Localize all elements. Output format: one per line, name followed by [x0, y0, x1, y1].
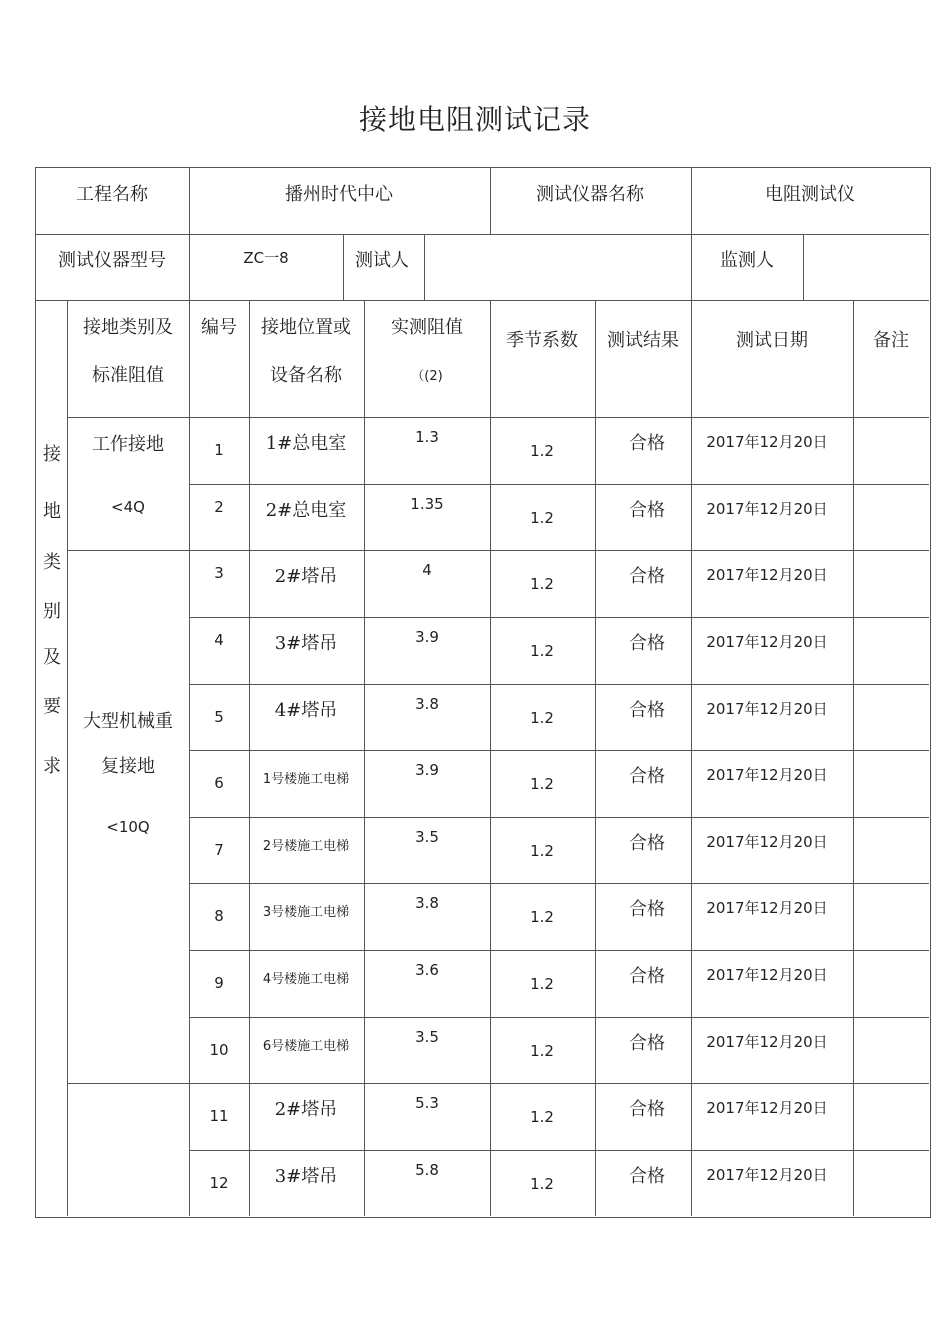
- instrument-name-value: 电阻测试仪: [765, 184, 855, 205]
- col-line: [343, 234, 344, 300]
- row-season: 1.2: [530, 975, 554, 993]
- col-line: [691, 300, 692, 1216]
- row-season: 1.2: [530, 709, 554, 727]
- col-measured-unit: （(2): [411, 369, 443, 384]
- page-title: 接地电阻测试记录: [358, 103, 591, 136]
- instrument-model-value: ZC一8: [243, 249, 289, 267]
- row-measured: 3.9: [415, 628, 439, 646]
- row-line: [35, 300, 929, 301]
- row-season: 1.2: [530, 575, 554, 593]
- col-line: [691, 167, 692, 234]
- row-date: 2017年12月20日: [706, 1166, 828, 1184]
- group-1-line1: 工作接地: [92, 434, 164, 455]
- col-line: [189, 167, 190, 234]
- row-date: 2017年12月20日: [706, 899, 828, 917]
- group-2-line1: 大型机械重: [83, 711, 173, 732]
- side-label-char: 类: [43, 552, 61, 573]
- row-location: 3#塔吊: [274, 1166, 338, 1187]
- row-measured: 1.3: [415, 428, 439, 446]
- col-line: [490, 167, 491, 234]
- row-date: 2017年12月20日: [706, 433, 828, 451]
- row-result: 合格: [629, 766, 665, 787]
- row-measured: 3.6: [415, 961, 439, 979]
- monitor-label: 监测人: [720, 250, 774, 271]
- col-location: 接地位置或: [261, 317, 351, 338]
- row-season: 1.2: [530, 442, 554, 460]
- side-label-char: 地: [43, 501, 61, 522]
- group-2-line3: <10Q: [106, 818, 150, 836]
- project-label: 工程名称: [76, 184, 148, 205]
- row-measured: 5.3: [415, 1094, 439, 1112]
- row-location: 4号楼施工电梯: [262, 972, 350, 987]
- col-line: [595, 300, 596, 1216]
- row-line: [67, 417, 189, 418]
- col-category-2: 标准阻值: [92, 365, 164, 386]
- row-line: [189, 684, 929, 685]
- side-label-char: 要: [43, 696, 61, 717]
- row-location: 3号楼施工电梯: [262, 905, 350, 920]
- row-measured: 5.8: [415, 1161, 439, 1179]
- row-number: 3: [214, 564, 224, 582]
- row-measured: 3.5: [415, 828, 439, 846]
- row-season: 1.2: [530, 642, 554, 660]
- row-number: 12: [209, 1174, 229, 1192]
- row-number: 9: [214, 974, 224, 992]
- col-line: [67, 300, 68, 1216]
- col-category: 接地类别及: [83, 317, 173, 338]
- row-measured: 1.35: [410, 495, 444, 513]
- row-date: 2017年12月20日: [706, 1033, 828, 1051]
- row-location: 2#塔吊: [274, 566, 338, 587]
- row-line: [189, 1150, 929, 1151]
- col-line: [189, 234, 190, 300]
- row-date: 2017年12月20日: [706, 766, 828, 784]
- row-season: 1.2: [530, 908, 554, 926]
- row-result: 合格: [629, 1033, 665, 1054]
- col-line: [803, 234, 804, 300]
- row-measured: 3.9: [415, 761, 439, 779]
- row-season: 1.2: [530, 509, 554, 527]
- instrument-name-label: 测试仪器名称: [536, 184, 644, 205]
- row-number: 2: [214, 498, 224, 516]
- row-result: 合格: [629, 500, 665, 521]
- row-result: 合格: [629, 433, 665, 454]
- col-line: [490, 300, 491, 1216]
- row-location: 2#塔吊: [274, 1099, 338, 1120]
- col-number: 编号: [201, 317, 237, 338]
- col-season: 季节系数: [506, 330, 578, 351]
- row-measured: 3.8: [415, 894, 439, 912]
- project-value: 播州时代中心: [285, 184, 393, 205]
- side-label-char: 求: [43, 756, 61, 777]
- row-location: 2号楼施工电梯: [262, 839, 350, 854]
- row-line: [189, 417, 929, 418]
- row-location: 1号楼施工电梯: [262, 772, 350, 787]
- row-result: 合格: [629, 566, 665, 587]
- col-line: [189, 300, 190, 1216]
- row-line: [189, 750, 929, 751]
- col-location-2: 设备名称: [270, 365, 342, 386]
- row-number: 8: [214, 907, 224, 925]
- row-number: 4: [214, 631, 224, 649]
- row-result: 合格: [629, 833, 665, 854]
- col-line: [853, 300, 854, 1216]
- row-measured: 3.5: [415, 1028, 439, 1046]
- col-date: 测试日期: [736, 330, 808, 351]
- col-line: [249, 300, 250, 1216]
- row-measured: 4: [422, 561, 432, 579]
- row-number: 1: [214, 441, 224, 459]
- row-number: 11: [209, 1107, 229, 1125]
- row-number: 6: [214, 774, 224, 792]
- row-result: 合格: [629, 1099, 665, 1120]
- side-label-char: 接: [43, 444, 61, 465]
- row-location: 3#塔吊: [274, 633, 338, 654]
- row-line: [189, 950, 929, 951]
- side-label-char: 及: [43, 647, 61, 668]
- row-result: 合格: [629, 899, 665, 920]
- row-result: 合格: [629, 966, 665, 987]
- row-date: 2017年12月20日: [706, 966, 828, 984]
- group-1-line2: <4Q: [111, 498, 145, 516]
- row-line: [189, 817, 929, 818]
- row-date: 2017年12月20日: [706, 1099, 828, 1117]
- row-measured: 3.8: [415, 695, 439, 713]
- row-line: [35, 234, 929, 235]
- instrument-model-label: 测试仪器型号: [58, 250, 166, 271]
- row-line: [67, 550, 929, 551]
- row-line: [189, 484, 929, 485]
- row-date: 2017年12月20日: [706, 500, 828, 518]
- row-date: 2017年12月20日: [706, 566, 828, 584]
- tester-label: 测试人: [355, 250, 409, 271]
- row-location: 2#总电室: [265, 500, 347, 521]
- row-line: [67, 1083, 929, 1084]
- group-2-line2: 复接地: [101, 756, 155, 777]
- col-line: [364, 300, 365, 1216]
- row-season: 1.2: [530, 1108, 554, 1126]
- row-season: 1.2: [530, 775, 554, 793]
- row-location: 4#塔吊: [274, 700, 338, 721]
- col-line: [424, 234, 425, 300]
- col-result: 测试结果: [607, 330, 679, 351]
- side-label-char: 别: [43, 601, 61, 622]
- row-date: 2017年12月20日: [706, 700, 828, 718]
- row-location: 6号楼施工电梯: [262, 1039, 350, 1054]
- col-line: [691, 234, 692, 300]
- col-remark: 备注: [873, 330, 909, 351]
- row-number: 5: [214, 708, 224, 726]
- row-result: 合格: [629, 633, 665, 654]
- row-location: 1#总电室: [265, 433, 347, 454]
- row-number: 7: [214, 841, 224, 859]
- row-date: 2017年12月20日: [706, 833, 828, 851]
- row-result: 合格: [629, 1166, 665, 1187]
- row-line: [189, 883, 929, 884]
- row-number: 10: [209, 1041, 229, 1059]
- row-line: [189, 617, 929, 618]
- row-season: 1.2: [530, 1042, 554, 1060]
- row-result: 合格: [629, 700, 665, 721]
- row-date: 2017年12月20日: [706, 633, 828, 651]
- row-season: 1.2: [530, 1175, 554, 1193]
- row-season: 1.2: [530, 842, 554, 860]
- row-line: [189, 1017, 929, 1018]
- col-measured: 实测阻值: [391, 317, 463, 338]
